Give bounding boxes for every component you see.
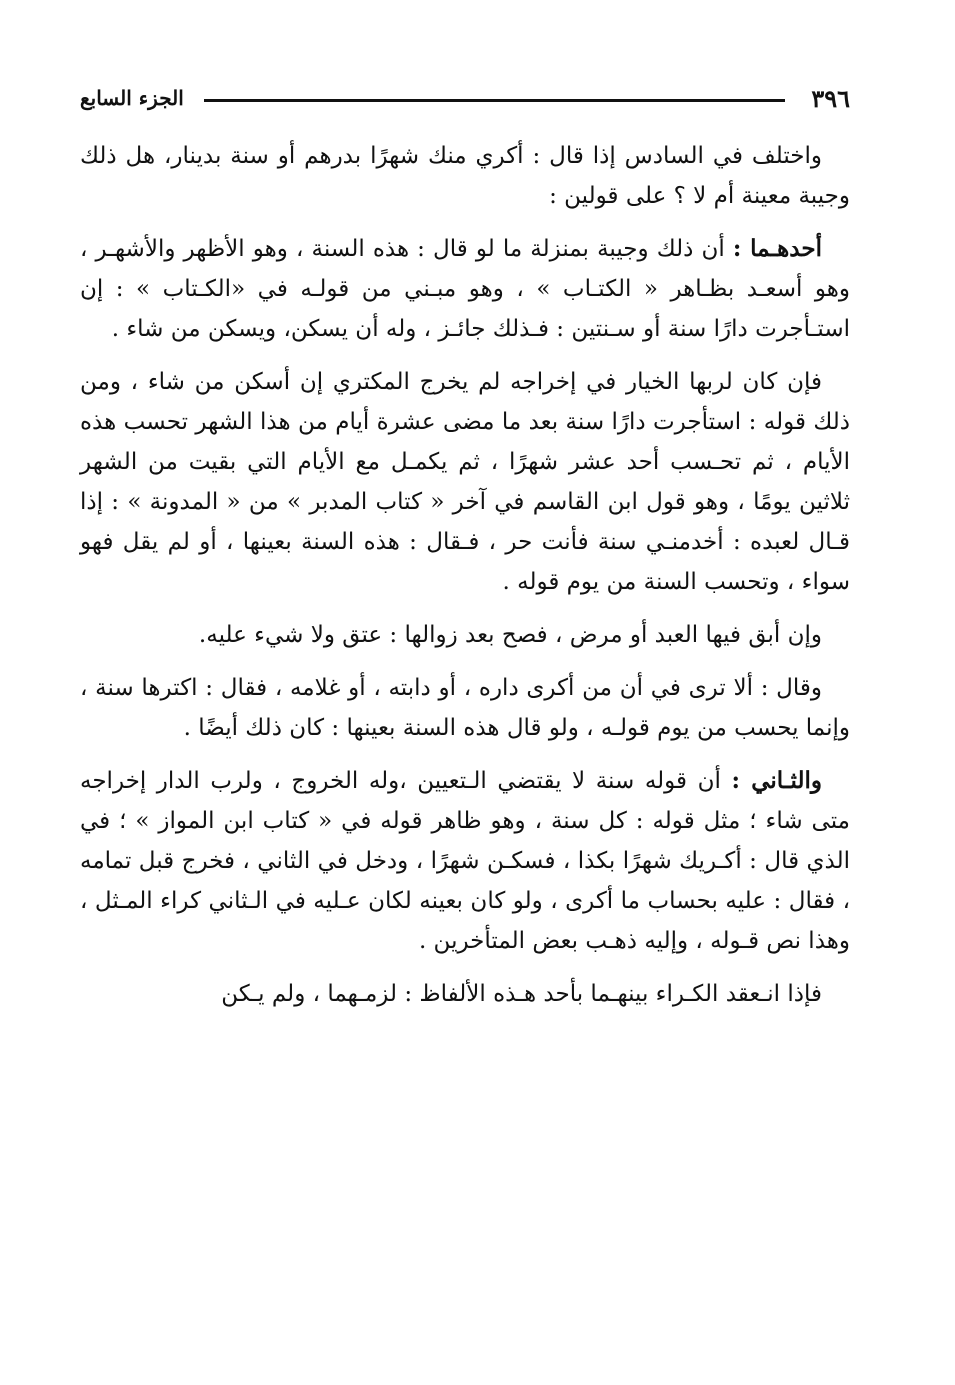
paragraph <box>80 668 850 748</box>
running-header <box>80 78 850 118</box>
body-text <box>80 136 850 1014</box>
paragraph <box>80 136 850 216</box>
paragraph-text: فإذا انـعقد الكـراء بينهـما بأحد هـذه الألفاظ : لزمـهما ، ولم يـكن <box>221 981 822 1007</box>
paragraph-text: واختلف في السادس إذا قال : أكري منك شهرًا بدرهم أو سنة بدينار، هل ذلك وجيبة معينة أم لا ؟ على قولين : <box>80 143 850 209</box>
paragraph <box>80 362 850 602</box>
paragraph-text: فإن كان لربها الخيار في إخراجه لم يخرج المكتري إن أسكن من شاء ، ومن ذلك قوله : استأجرت دارًا سنة بعد ما مضى عشرة أيام من هذا الشهر تحسب هذه الأيام ، ثم تحـسب أحد عشر شهرًا ، ثم يكمـل مع الأيام التي بقيت من الشهر ثلاثين يومًا ، وهو قول ابن القاسم في آخر « كتاب المدبر » من « المدونة » : إذا قـال لعبده : أخدمنـي سنة فأنت حر ، فـقال : هذه السنة بعينها ، أو لم يقل فهو سواء ، وتحسب السنة من يوم قوله . <box>80 369 850 595</box>
paragraph-text: وقال : ألا ترى في أن من أكرى داره ، أو دابته ، أو غلامه ، فقال : اكترها سنة ، وإنما يحسب من يوم قولـه ، ولو قال هذه السنة بعينها : كان ذلك أيضًا . <box>80 675 850 741</box>
volume-title: الجزء السابع <box>80 86 184 110</box>
paragraph-lead: والثـاني : <box>731 767 823 794</box>
paragraph <box>80 974 850 1014</box>
header-rule <box>204 99 786 102</box>
paragraph-text: أن قوله سنة لا يقتضي الـتعيين ،وله الخروج ، ولرب الدار إخراجه متى شاء ؛ مثل قوله : كل سنة ، وهو ظاهر قوله في « كتاب ابن المواز » ؛ في الذي قال : أكـريك شهرًا بكذا ، فسكـن شهرًا ، ودخل في الثاني ، فخرج قبل تمامه ، فقال : عليه بحساب ما أكرى ، ولو كان بعينه لكان عـليه في الـثاني كراء المـثل ، وهذا نص قـوله ، وإليه ذهـب بعض المتأخرين . <box>80 768 850 954</box>
paragraph-text: أن ذلك وجيبة بمنزلة ما لو قال : هذه السنة ، وهو الأظهر والأشهـر ، وهو أسعـد بظـاهر « الكتـاب » ، وهو مبـني من قولـه في «الكـتاب » : إن استـأجرت دارًا سنة أو سـنتين : فـذلك جائـز ، وله أن يسكن، ويسكن من شاء . <box>80 236 850 342</box>
paragraph <box>80 761 850 961</box>
paragraph-lead: أحدهـما : <box>732 235 822 262</box>
paragraph <box>80 615 850 655</box>
page-number: ٣٩٦ <box>811 83 850 113</box>
book-page <box>80 78 850 1368</box>
paragraph-text: وإن أبق فيها العبد أو مرض ، فصح بعد زوالها : عتق ولا شيء عليه. <box>198 622 822 648</box>
paragraph <box>80 229 850 349</box>
